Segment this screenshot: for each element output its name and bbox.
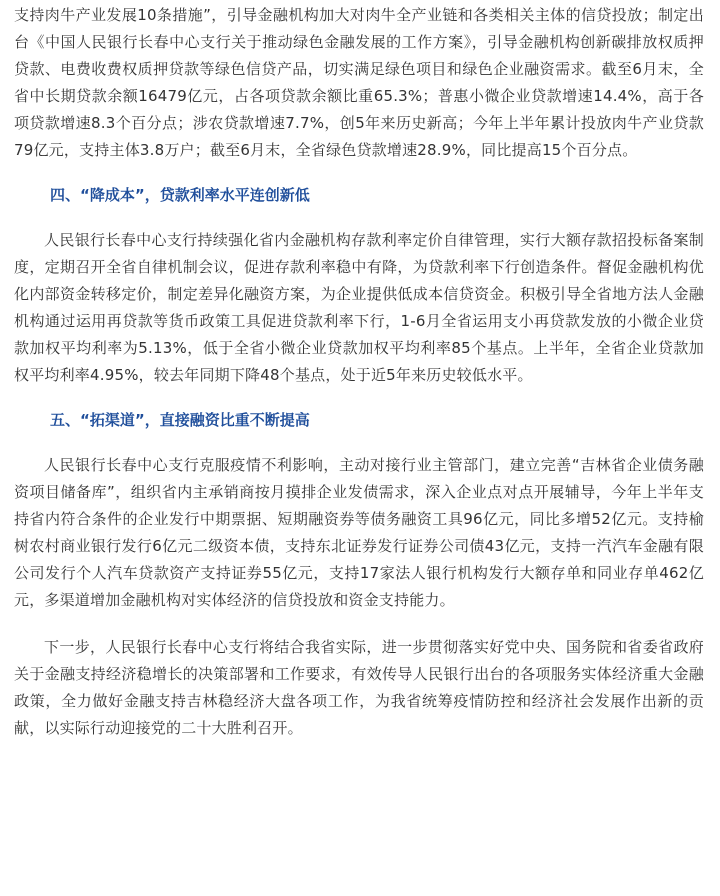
paragraph-next-steps: 下一步，人民银行长春中心支行将结合我省实际，进一步贯彻落实好党中央、国务院和省委省政府关于金融支持经济稳增长的决策部署和工作要求，有效传导人民银行出台的各项服务实体经济重大金融政策，全力做好金融支持吉林稳经济大盘各项工作，为我省统筹疫情防控和经济社会发展作出新的贡献，以实际行动迎接党的二十大胜利召开。 [14, 638, 704, 737]
paragraph-direct-financing: 人民银行长春中心支行克服疫情不利影响，主动对接行业主管部门，建立完善“吉林省企业债务融资项目储备库”，组织省内主承销商按月摸排企业发债需求，深入企业点对点开展辅导，今年上半年支持省内符合条件的企业发行中期票据、短期融资券等债务融资工具96亿元，同比多增52亿元。支持榆树农村商业银行发行6亿元二级资本债，支持东北证券发行证券公司债43亿元，支持一汽汽车金融有限公司发行个人汽车贷款资产支持证券55亿元，支持17家法人银行机构发行大额存单和同业存单462亿元，多渠道增加金融机构对实体经济的信贷投放和资金支持能力。 [14, 456, 704, 609]
article-body [14, 0, 704, 742]
section-heading-4: 四、“降成本”，贷款利率水平连创新低 [50, 186, 310, 204]
paragraph-green-finance-results: 支持肉牛产业发展10条措施”，引导金融机构加大对肉牛全产业链和各类相关主体的信贷投放；制定出台《中国人民银行长春中心支行关于推动绿色金融发展的工作方案》，引导金融机构创新碳排放权质押贷款、电费收费权质押贷款等绿色信贷产品，切实满足绿色项目和绿色企业融资需求。截至6月末，全省中长期贷款余额16479亿元，占各项贷款余额比重65.3%；普惠小微企业贷款增速14.4%，高于各项贷款增速8.3个百分点；涉农贷款增速7.7%，创5年来历史新高；今年上半年累计投放肉牛产业贷款79亿元，支持主体3.8万户；截至6月末，全省绿色贷款增速28.9%，同比提高15个百分点。 [14, 6, 704, 159]
section-heading-5: 五、“拓渠道”，直接融资比重不断提高 [50, 411, 310, 429]
paragraph-lower-costs: 人民银行长春中心支行持续强化省内金融机构存款利率定价自律管理，实行大额存款招投标备案制度，定期召开全省自律机制会议，促进存款利率稳中有降，为贷款利率下行创造条件。督促金融机构优化内部资金转移定价，制定差异化融资方案，为企业提供低成本信贷资金。积极引导全省地方法人金融机构通过运用再贷款等货币政策工具促进贷款利率下行，1-6月全省运用支小再贷款发放的小微企业贷款加权平均利率为5.13%，低于全省小微企业贷款加权平均利率85个基点。上半年，全省企业贷款加权平均利率4.95%，较去年同期下降48个基点，处于近5年来历史较低水平。 [14, 231, 704, 384]
